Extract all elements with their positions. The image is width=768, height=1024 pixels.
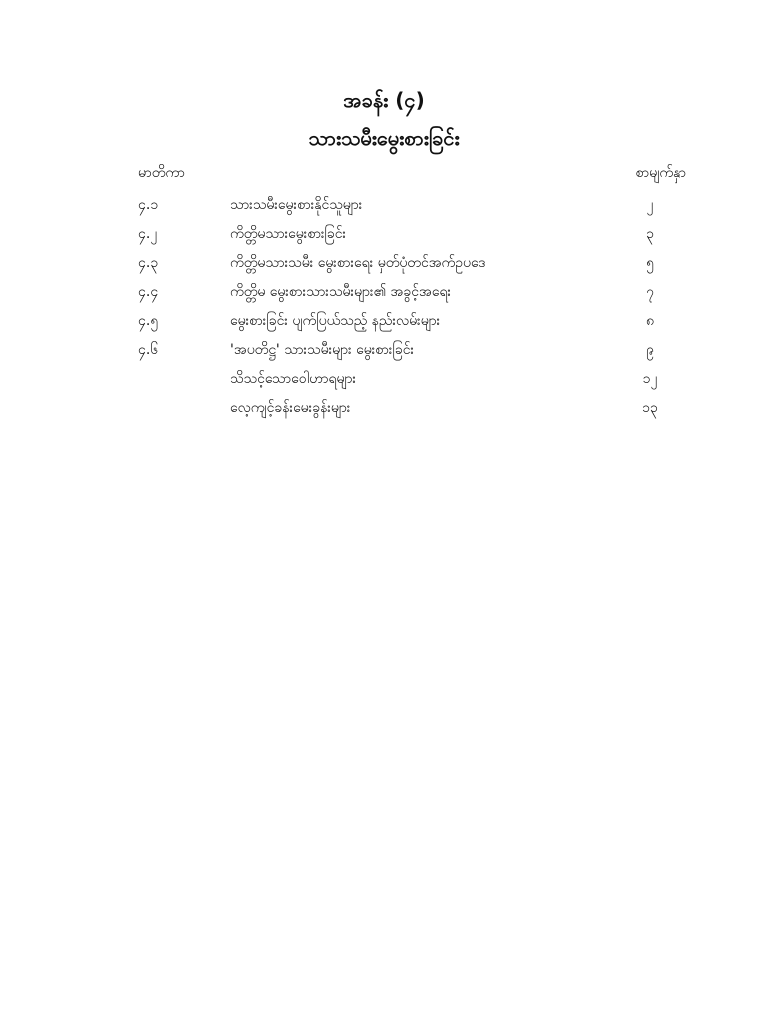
toc-entry-number: ၄.၅ [138, 313, 159, 329]
toc-entry-page: ၂ [646, 197, 654, 213]
toc-entry-title: လေ့ကျင့်ခန်းမေးခွန်းများ [230, 400, 351, 416]
toc-entry-title: ကိတ္တိမသားမွေးစားခြင်း [230, 226, 347, 242]
toc-entry[interactable] [0, 367, 768, 396]
page-column-header: စာမျက်နှာ [635, 165, 686, 181]
toc-entry[interactable] [0, 280, 768, 309]
toc-entry[interactable] [0, 222, 768, 251]
toc-entry-title: ကိတ္တိမသားသမီး မွေးစားရေး မှတ်ပုံတင်အက်ဥပဒေ [230, 255, 486, 271]
toc-entry[interactable] [0, 338, 768, 367]
toc-list [0, 193, 768, 425]
toc-entry-title: မွေးစားခြင်း ပျက်ပြယ်သည့် နည်းလမ်းများ [230, 313, 441, 329]
toc-entry-page: ၇ [646, 284, 654, 300]
toc-entry-page: ၃ [646, 226, 654, 242]
toc-entry-title: သိသင့်သောဝေါဟာရများ [230, 371, 357, 387]
toc-entry[interactable] [0, 396, 768, 425]
toc-entry-page: ၁၃ [642, 400, 658, 416]
toc-entry-number: ၄.၃ [138, 255, 159, 271]
toc-entry-page: ၉ [646, 342, 654, 358]
toc-entry-number: ၄.၄ [138, 284, 159, 300]
toc-entry-number: ၄.၆ [138, 342, 159, 358]
toc-entry-page: ၅ [646, 255, 654, 271]
toc-entry-title: ကိတ္တိမ မွေးစားသားသမီးများ၏ အခွင့်အရေး [230, 284, 452, 300]
chapter-heading: အခန်း (၄) [343, 88, 425, 112]
toc-entry-title: 'အပတိဋ္ဌ' သားသမီးများ မွေးစားခြင်း [230, 342, 415, 358]
toc-entry-number: ၄.၂ [138, 226, 158, 242]
toc-entry-title: သားသမီးမွေးစားနိုင်သူများ [230, 197, 363, 213]
toc-entry-number: ၄.၁ [138, 197, 159, 213]
contents-column-header: မာတိကာ [138, 165, 185, 181]
toc-entry[interactable] [0, 193, 768, 222]
toc-entry[interactable] [0, 251, 768, 280]
toc-entry[interactable] [0, 309, 768, 338]
toc-entry-page: ၁၂ [642, 371, 658, 387]
toc-entry-page: ၈ [646, 313, 654, 329]
chapter-title: သားသမီးမွေးစားခြင်း [308, 126, 460, 150]
